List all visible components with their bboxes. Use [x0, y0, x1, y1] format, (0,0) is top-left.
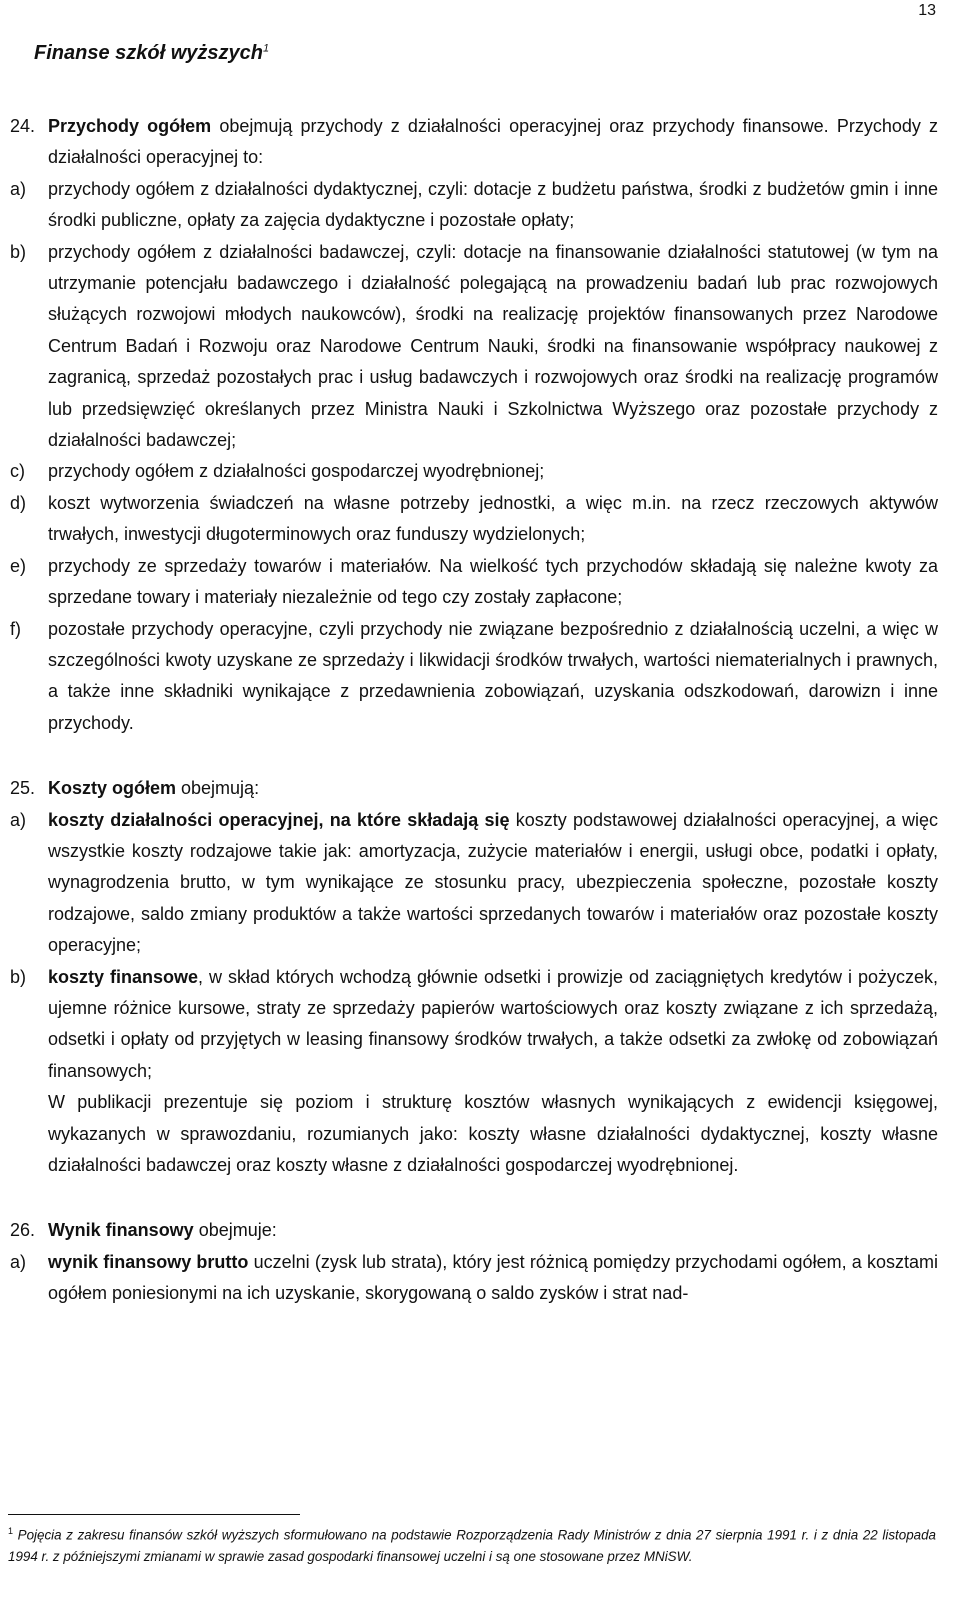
title-footnote-mark: 1 [262, 42, 270, 55]
list-item-bold: wynik finansowy brutto [48, 1251, 249, 1272]
list-item [10, 1247, 938, 1310]
page-title [34, 42, 269, 65]
section-heading: Przychody ogółem [48, 116, 212, 136]
list-marker: f) [10, 618, 21, 639]
list-marker: c) [10, 461, 25, 482]
list-item-bold: koszty finansowe [48, 966, 199, 987]
list-marker: d) [10, 492, 27, 513]
section-26 [10, 1215, 938, 1246]
list-item-text: przychody ogółem z działalności dydaktycznej, czyli: dotacje z budżetu państwa, środki z budżetów gmin i inne środki publiczne, opłaty za zajęcia dydaktyczne i pozostałe opłaty; [48, 178, 938, 231]
list-item-text: koszty podstawowej działalności operacyjnej, a więc wszystkie koszty rodzajowe takie jak: amortyzacja, zużycie materiałów i energii, usługi obce, podatki i opłaty, wynagrodzenia brutto, w tym wynikające ze stosunku pracy, ubezpieczenia społeczne, pozostałe koszty rodzajowe, saldo zmiany produktów a także wartości sprzedanych towarów i materiałów oraz pozostałe koszty operacyjne; [48, 809, 938, 956]
list-marker: b) [10, 966, 27, 987]
section-spacer [10, 1181, 938, 1215]
list-marker: a) [10, 178, 27, 199]
section-heading: Wynik finansowy [48, 1220, 194, 1241]
document-body [10, 111, 938, 1310]
list-item-text: koszt wytworzenia świadczeń na własne potrzeby jednostki, a więc m.in. na rzecz rzeczowych aktywów trwałych, inwestycji długoterminowych oraz funduszy wydzielonych; [48, 492, 938, 545]
list-item-text: W publikacji prezentuje się poziom i strukturę kosztów własnych wynikających z ewidencji księgowej, wykazanych w sprawozdaniu, rozumianych jako: koszty własne działalności dydaktycznej, koszty własne działalności badawczej oraz koszty własne z działalności gospodarczej wyodrębnionej. [48, 1092, 938, 1175]
footnote-mark: 1 [8, 1526, 14, 1536]
section-25 [10, 773, 938, 804]
section-number: 26. [10, 1220, 36, 1241]
title-text: Finanse szkół wyższych [34, 42, 263, 64]
section-number: 24. [10, 116, 36, 136]
section-intro: obejmują przychody z działalności operacyjnej oraz przychody finansowe. Przychody z działalności operacyjnej to: [48, 116, 939, 168]
list-item-text: przychody ogółem z działalności gospodarczej wyodrębnionej; [48, 461, 545, 482]
list-item [10, 174, 938, 237]
list-item-text: uczelni (zysk lub strata), który jest różnicą pomiędzy przychodami ogółem, a kosztami ogółem poniesionymi na ich uzyskanie, skorygowaną o saldo zysków i strat nad- [48, 1251, 938, 1304]
section-spacer [10, 739, 938, 773]
list-item [10, 551, 938, 614]
section-heading: Koszty ogółem [48, 778, 177, 799]
section-24 [10, 111, 938, 174]
list-item-text: przychody ogółem z działalności badawczej, czyli: dotacje na finansowanie działalności statutowej (w tym na utrzymanie potencjału badawczego i działalność polegającą na prowadzeniu badań lub prac rozwojowych służących rozwojowi młodych naukowców), środki na realizację projektów finansowanych przez Narodowe Centrum Badań i Rozwoju oraz Narodowe Centrum Nauki, środki na finansowanie współpracy naukowej z zagranicą, sprzedaż pozostałych prac i usług badawczych i rozwojowych oraz środki na realizację programów lub przedsięwzięć określanych przez Ministra Nauki i Szkolnictwa Wyższego oraz pozostałe przychody z działalności badawczej; [48, 241, 938, 451]
footnote-divider [8, 1514, 300, 1515]
list-marker: b) [10, 241, 27, 262]
list-item-text: przychody ze sprzedaży towarów i materiałów. Na wielkość tych przychodów składają się należne kwoty za sprzedane towary i materiały niezależnie od tego czy zostały zapłacone; [48, 555, 938, 608]
list-item [10, 456, 938, 487]
footnote [8, 1520, 936, 1568]
list-item-text: pozostałe przychody operacyjne, czyli przychody nie związane bezpośrednio z działalnością uczelni, a więc w szczególności kwoty uzyskane ze sprzedaży i likwidacji środków trwałych, wartości niematerialnych i prawnych, a także inne składniki wynikające z przedawnienia zobowiązań, uzyskania odszkodowań, darowizn i inne przychody. [48, 618, 938, 733]
list-item [10, 805, 938, 962]
section-intro: obejmują: [176, 778, 260, 799]
list-marker [10, 1087, 48, 1181]
section-number: 25. [10, 778, 36, 799]
list-item [10, 237, 938, 457]
list-marker: e) [10, 555, 27, 576]
page-number: 13 [918, 2, 936, 19]
list-item-bold: koszty działalności operacyjnej, na które składają się [48, 809, 510, 830]
footnote-text: Pojęcia z zakresu finansów szkół wyższych sformułowano na podstawie Rozporządzenia Rady Ministrów z dnia 27 sierpnia 1991 r. i z dnia 22 listopada 1994 r. z późniejszymi zmianami w sprawie zasad gospodarki finansowej uczelni i są one stosowane przez MNiSW. [8, 1527, 936, 1565]
list-item-text: , w skład których wchodzą głównie odsetki i prowizje od zaciągniętych kredytów i pożyczek, ujemne różnice kursowe, straty ze sprzedaży papierów wartościowych oraz koszty związane z ich sprzedażą, odsetki i opłaty od przyjętych w leasing finansowy środków trwałych, a także odsetki za zwłokę od zobowiązań finansowych; [48, 966, 938, 1081]
list-item [10, 488, 938, 551]
list-marker: a) [10, 1251, 27, 1272]
list-item [10, 962, 938, 1088]
list-marker: a) [10, 809, 27, 830]
list-item [10, 1087, 938, 1181]
list-item [10, 614, 938, 740]
section-intro: obejmuje: [193, 1220, 277, 1241]
